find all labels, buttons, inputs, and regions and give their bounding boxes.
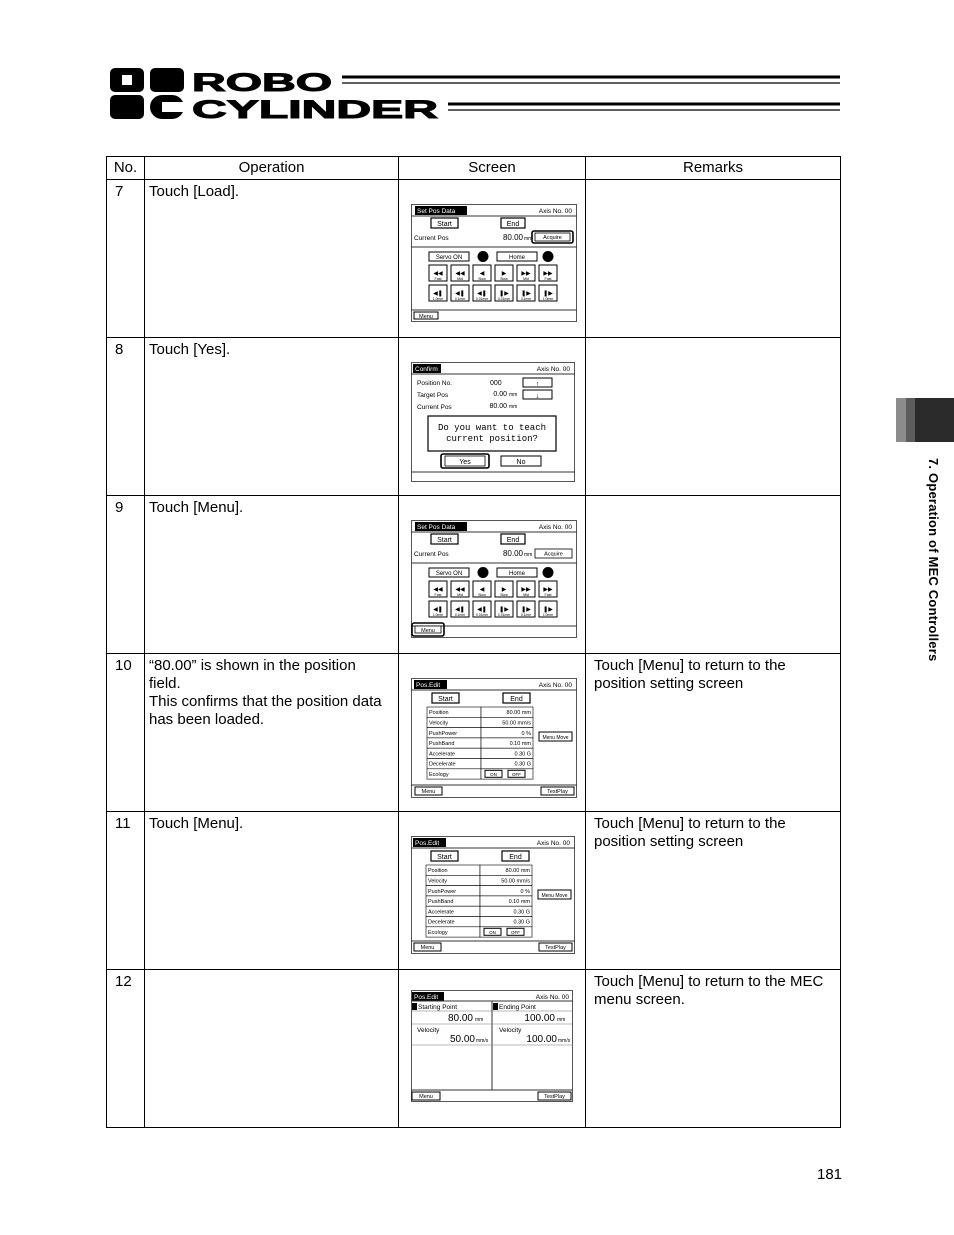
svg-text:End: End [506,537,520,544]
svg-text:1.0mm: 1.0mm [542,297,554,301]
jog-arrow-icon: ◀◀ [433,587,443,593]
axis-label: Axis No. 00 [538,524,572,531]
jog-button-fwd-mid[interactable] [517,265,535,281]
yes-button[interactable] [441,454,489,468]
operation-text: Touch [Menu]. [149,499,244,516]
screen-title: Confirm [415,366,438,373]
home-indicator-icon [543,567,554,578]
svg-text:End: End [510,696,523,703]
operation-text: field. [149,675,181,692]
ending-point-label: Ending Point [499,1004,536,1011]
svg-text:CYLINDER: CYLINDER [192,96,438,120]
home-indicator-icon [543,251,554,262]
jog-button-back-slow[interactable] [473,581,491,597]
param-row-decelerate [426,917,532,927]
remarks-cell: Touch [Menu] to return to the position setting screen [586,812,841,970]
start-button[interactable] [431,218,458,228]
svg-text:Servo ON: Servo ON [435,571,463,577]
end-button[interactable] [501,534,525,544]
axis-label: Axis No. 00 [536,366,570,373]
jog-arrow-icon: ▶▶ [521,587,531,593]
start-velocity-value: 50.00 [449,1034,475,1045]
step-arrow-icon: ❚▶ [521,607,531,613]
param-value[interactable]: 0.30 G [514,761,531,768]
remarks-cell [586,180,841,338]
param-label: Position [428,868,448,875]
up-button[interactable] [523,378,552,388]
svg-text:Menu: Menu [419,1094,433,1100]
step-arrow-icon: ◀❚ [433,607,443,613]
current-pos-label: Current Pos [414,235,449,242]
step-number: 9 [107,496,145,654]
screen-title: Pos.Edit [414,994,439,1001]
step-button-back-1[interactable] [451,601,469,617]
end-velocity-label: Velocity [499,1027,522,1034]
param-row-position [426,865,532,875]
screen-cell [399,970,586,1128]
svg-text:Fast: Fast [544,277,552,281]
operation-text: This confirms that the position data [149,693,382,710]
page-number: 181 [817,1166,843,1183]
svg-text:1.0mm: 1.0mm [432,613,444,617]
screen-title: Set Pos Data [417,524,456,531]
servo-indicator-icon [478,251,489,262]
svg-text:Home: Home [508,571,526,577]
table-row [107,970,841,1128]
screen-cell [399,654,586,812]
jog-arrow-icon: ◀◀ [455,271,465,277]
current-pos-label: Current Pos [417,404,452,411]
current-pos-value: 80.00 [502,549,523,558]
operation-cell [145,338,399,496]
step-button-back-1[interactable] [451,285,469,301]
svg-text:0.1mm: 0.1mm [520,613,532,617]
start-velocity-label: Velocity [417,1027,440,1034]
current-pos-value: 80.00 [502,233,523,242]
starting-point-label: Starting Point [418,1004,458,1011]
step-number: 8 [107,338,145,496]
jog-arrow-icon: ▶ [501,271,507,277]
target-pos-label: Target Pos [417,392,449,399]
svg-text:Acquire: Acquire [544,551,563,558]
acquire-button[interactable] [535,549,572,558]
home-button[interactable] [497,252,537,261]
no-button[interactable] [501,456,541,466]
param-label: PushPower [428,888,457,895]
pos-edit-screen [411,836,575,954]
svg-text:Menu Move: Menu Move [542,735,569,741]
end-button[interactable] [503,693,530,703]
remarks-cell: Touch [Menu] to return to the position setting screen [586,654,841,812]
pos-edit-start-end-screen [411,990,573,1102]
step-arrow-icon: ❚▶ [543,291,553,297]
operation-text: Touch [Menu]. [149,815,244,832]
step-number: 7 [107,180,145,338]
param-value[interactable]: 50.00 mm/s [501,878,530,885]
param-value[interactable]: 50.00 mm/s [502,720,531,727]
current-pos-value: 80.00 [489,403,507,410]
svg-text:Menu: Menu [421,628,435,634]
robo-cylinder-logo [110,68,840,120]
header-remarks: Remarks [586,157,841,180]
step-button-back-2[interactable] [473,285,491,301]
svg-text:0.01mm: 0.01mm [497,613,511,617]
svg-text:Slow: Slow [500,277,508,281]
screen-title: Set Pos Data [417,208,456,215]
svg-text:Start: Start [438,696,453,703]
param-row-velocity [426,875,532,885]
remarks-cell: Touch [Menu] to return to the MEC menu screen. [586,970,841,1128]
svg-text:1.0mm: 1.0mm [432,297,444,301]
param-label: Accelerate [428,909,454,916]
operation-cell [145,496,399,654]
table-row [107,812,841,970]
chapter-label: 7. Operation of MEC Controllers [926,458,941,662]
param-label: PushPower [429,730,458,737]
start-button[interactable] [431,851,458,861]
jog-button-fwd-fast[interactable] [539,265,557,281]
param-label: Velocity [428,878,447,885]
param-value[interactable]: 0.10 mm [508,899,530,906]
acquire-button[interactable] [532,231,573,243]
home-button[interactable] [497,568,537,577]
param-row-accelerate [427,748,533,758]
svg-text:Fast: Fast [544,593,552,597]
svg-text:mm: mm [509,404,518,410]
table-row [107,180,841,338]
svg-text:1.0mm: 1.0mm [542,613,554,617]
menu-button[interactable] [412,1092,440,1100]
param-label: Decelerate [428,919,455,926]
param-value[interactable]: 0.30 G [513,909,530,916]
up-arrow-icon: ↑ [535,381,540,388]
screen-title: Pos.Edit [416,682,441,689]
param-row-position [427,707,533,717]
svg-text:ON: ON [489,929,496,935]
step-arrow-icon: ◀❚ [455,291,465,297]
dialog-message: Do you want to teach [437,423,547,433]
servo-on-button[interactable] [429,252,469,261]
table-header-row [107,157,841,180]
svg-text:Slow: Slow [478,593,486,597]
svg-text:0.01mm: 0.01mm [475,297,489,301]
ecology-on-button[interactable] [485,770,502,777]
starting-point-value: 80.00 [447,1013,473,1024]
svg-text:Start: Start [437,854,452,861]
jog-arrow-icon: ◀ [479,271,485,277]
step-button-fwd-5[interactable] [539,285,557,301]
svg-text:Fast: Fast [434,593,442,597]
screen-cell [399,180,586,338]
param-label: Velocity [429,720,448,727]
svg-text:Servo ON: Servo ON [435,255,463,261]
axis-label: Axis No. 00 [538,682,572,689]
test-play-button[interactable] [539,943,572,951]
jog-button-fwd-mid[interactable] [517,581,535,597]
screen-cell [399,338,586,496]
svg-text:Slow: Slow [500,593,508,597]
svg-text:0.1mm: 0.1mm [454,613,466,617]
svg-text:TestPlay: TestPlay [544,1094,565,1100]
param-value[interactable]: 80.00 mm [506,710,531,717]
jog-button-fwd-slow[interactable] [495,581,513,597]
jog-button-back-slow[interactable] [473,265,491,281]
table-row [107,338,841,496]
position-no-label: Position No. [417,380,453,387]
operation-cell [145,812,399,970]
ecology-off-button[interactable] [507,928,524,935]
svg-text:TestPlay: TestPlay [547,789,568,795]
param-row-accelerate [426,906,532,916]
param-label: Ecology [429,772,449,778]
step-number: 11 [107,812,145,970]
dialog-message: current position? [446,434,538,444]
remarks-cell [586,338,841,496]
step-number: 12 [107,970,145,1128]
svg-text:ROBO: ROBO [192,69,332,97]
step-arrow-icon: ◀❚ [477,291,487,297]
current-pos-label: Current Pos [414,551,449,558]
step-button-back-0[interactable] [429,601,447,617]
step-arrow-icon: ❚▶ [543,607,553,613]
start-point-marker-icon [412,1003,417,1010]
svg-text:mm: mm [475,1017,484,1023]
ecology-off-button[interactable] [508,770,525,777]
param-label: PushBand [429,741,455,748]
down-arrow-icon: ↓ [535,393,540,400]
operation-cell [145,180,399,338]
jog-button-back-fast[interactable] [429,581,447,597]
svg-text:0.01mm: 0.01mm [475,613,489,617]
param-label: Position [429,710,449,717]
svg-text:Home: Home [508,255,526,261]
svg-text:ON: ON [490,771,497,777]
chapter-tab-marker [896,398,954,442]
operation-text: Touch [Load]. [149,183,240,200]
jog-button-back-mid[interactable] [451,265,469,281]
jog-arrow-icon: ▶▶ [521,271,531,277]
operation-text: has been loaded. [149,711,265,728]
svg-text:Mid: Mid [523,593,529,597]
svg-text:OFF: OFF [512,771,521,777]
table-row [107,496,841,654]
svg-text:Slow: Slow [478,277,486,281]
svg-text:Mid: Mid [457,593,463,597]
down-button[interactable] [523,390,552,400]
svg-text:0.1mm: 0.1mm [454,297,466,301]
svg-text:Fast: Fast [434,277,442,281]
end-point-marker-icon [493,1003,498,1010]
jog-button-back-mid[interactable] [451,581,469,597]
target-pos-value: 0.00 [493,391,507,398]
param-row-ecology [426,927,532,937]
menu-button[interactable] [414,312,438,320]
svg-text:Acquire: Acquire [543,235,562,241]
param-row-decelerate [427,759,533,769]
operation-cell [145,654,399,812]
screen-cell [399,496,586,654]
svg-text:mm/s: mm/s [558,1038,571,1044]
svg-text:Start: Start [437,537,452,544]
svg-text:Menu: Menu [421,789,436,795]
jog-arrow-icon: ◀ [479,587,485,593]
unit-label: mm [524,236,533,242]
servo-on-button[interactable] [429,568,469,577]
step-number: 10 [107,654,145,812]
axis-label: Axis No. 00 [538,208,572,215]
svg-text:Menu: Menu [420,945,435,951]
step-button-fwd-5[interactable] [539,601,557,617]
step-button-fwd-4[interactable] [517,601,535,617]
param-row-velocity [427,717,533,727]
param-row-pushpower [426,886,532,896]
step-arrow-icon: ❚▶ [499,291,509,297]
menu-button[interactable] [414,943,441,951]
menu-move-button[interactable] [539,732,572,741]
step-button-back-0[interactable] [429,285,447,301]
svg-text:Menu Move: Menu Move [541,893,568,899]
jog-arrow-icon: ▶▶ [543,587,553,593]
svg-text:mm: mm [557,1017,566,1023]
menu-button[interactable] [415,787,442,795]
confirm-screen [411,362,575,482]
ecology-on-button[interactable] [484,928,501,935]
param-value[interactable]: 0.10 mm [509,741,531,748]
svg-text:End: End [506,221,520,228]
pos-edit-screen [411,678,577,798]
ending-point-value: 100.00 [524,1013,555,1024]
param-row-pushpower [427,728,533,738]
test-play-button[interactable] [541,787,574,795]
svg-text:Yes: Yes [459,459,471,466]
svg-text:Mid: Mid [523,277,529,281]
svg-text:Mid: Mid [457,277,463,281]
svg-text:mm/s: mm/s [476,1038,489,1044]
step-arrow-icon: ◀❚ [455,607,465,613]
jog-button-fwd-slow[interactable] [495,265,513,281]
header-operation: Operation [145,157,399,180]
svg-text:Menu: Menu [419,314,433,320]
svg-text:OFF: OFF [511,929,520,935]
screen-cell [399,812,586,970]
jog-arrow-icon: ◀◀ [433,271,443,277]
param-label: Decelerate [429,761,456,768]
test-play-button[interactable] [538,1092,571,1100]
jog-arrow-icon: ▶ [501,587,507,593]
end-button[interactable] [502,851,529,861]
svg-text:mm: mm [509,392,518,398]
step-arrow-icon: ◀❚ [477,607,487,613]
header-no: No. [107,157,145,180]
param-value[interactable]: 0.30 G [513,919,530,926]
remarks-cell [586,496,841,654]
svg-text:No: No [516,459,526,466]
step-arrow-icon: ◀❚ [433,291,443,297]
svg-text:End: End [509,854,522,861]
param-value[interactable]: 80.00 mm [505,868,530,875]
param-value[interactable]: 0 % [521,730,531,737]
start-button[interactable] [432,693,459,703]
screen-title: Pos.Edit [415,840,440,847]
step-button-fwd-3[interactable] [495,601,513,617]
param-value[interactable]: 0 % [520,888,530,895]
step-button-back-2[interactable] [473,601,491,617]
step-button-fwd-3[interactable] [495,285,513,301]
set-pos-data-screen [411,520,577,638]
jog-arrow-icon: ▶▶ [543,271,553,277]
unit-label: mm [524,552,533,558]
axis-label: Axis No. 00 [535,994,569,1001]
operation-text: “80.00” is shown in the position [149,657,356,674]
operation-cell [145,970,399,1128]
menu-move-button[interactable] [538,890,571,899]
step-button-fwd-4[interactable] [517,285,535,301]
servo-indicator-icon [478,567,489,578]
param-row-pushband [427,738,533,748]
jog-button-back-fast[interactable] [429,265,447,281]
step-arrow-icon: ❚▶ [499,607,509,613]
table-row [107,654,841,812]
set-pos-data-screen [411,204,577,322]
param-label: Accelerate [429,751,455,758]
start-button[interactable] [431,534,458,544]
step-arrow-icon: ❚▶ [521,291,531,297]
end-velocity-value: 100.00 [526,1034,557,1045]
svg-text:TestPlay: TestPlay [545,945,566,951]
position-no-value: 000 [490,380,502,387]
end-button[interactable] [501,218,525,228]
svg-text:0.1mm: 0.1mm [520,297,532,301]
param-row-pushband [426,896,532,906]
axis-label: Axis No. 00 [536,840,570,847]
param-label: PushBand [428,899,454,906]
operation-text: Touch [Yes]. [149,341,231,358]
header-screen: Screen [399,157,586,180]
param-value[interactable]: 0.30 G [514,751,531,758]
param-label: Ecology [428,930,448,936]
jog-button-fwd-fast[interactable] [539,581,557,597]
svg-text:0.01mm: 0.01mm [497,297,511,301]
jog-arrow-icon: ◀◀ [455,587,465,593]
procedure-table [106,156,841,1128]
svg-text:Start: Start [437,221,452,228]
param-row-ecology [427,769,533,779]
